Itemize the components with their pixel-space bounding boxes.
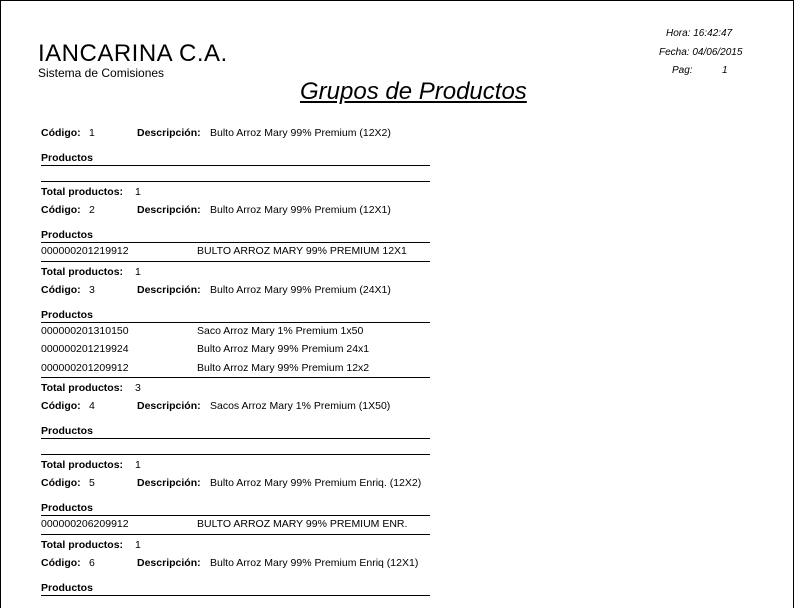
total-value: 1 xyxy=(135,186,141,198)
total-value: 3 xyxy=(135,382,141,394)
code-value: 6 xyxy=(89,556,95,569)
products-footer-rule xyxy=(41,454,430,455)
total-value: 1 xyxy=(135,265,141,278)
product-row xyxy=(41,245,430,259)
code-label: Código: xyxy=(41,283,81,296)
product-row xyxy=(41,518,430,532)
description-label: Descripción: xyxy=(137,477,201,489)
products-footer-rule xyxy=(41,377,430,378)
total-value: 1 xyxy=(135,538,141,551)
product-row xyxy=(41,362,430,376)
code-value: 5 xyxy=(89,477,95,489)
product-description: Saco Arroz Mary 1% Premium 1x50 xyxy=(197,324,364,337)
code-label: Código: xyxy=(41,204,81,216)
products-header: Productos xyxy=(41,502,430,516)
total-value: 1 xyxy=(135,459,141,471)
time-label: Hora: xyxy=(666,28,691,39)
group-header xyxy=(0,557,440,571)
description-value: Sacos Arroz Mary 1% Premium (1X50) xyxy=(210,400,391,412)
product-description: Bulto Arroz Mary 99% Premium 24x1 xyxy=(197,343,370,355)
time-value: 16:42:47 xyxy=(693,28,733,39)
group-header xyxy=(0,127,440,141)
products-footer-rule xyxy=(41,181,430,182)
description-label: Descripción: xyxy=(137,127,201,139)
total-products xyxy=(41,186,141,198)
group-header xyxy=(0,204,440,218)
product-code: 000000201219924 xyxy=(41,343,129,355)
group-header xyxy=(0,400,440,414)
date-field xyxy=(659,47,742,58)
report-title: Grupos de Productos xyxy=(300,78,527,105)
product-description: BULTO ARROZ MARY 99% PREMIUM 12X1 xyxy=(197,245,407,257)
code-value: 3 xyxy=(89,283,95,296)
products-header: Productos xyxy=(41,582,430,596)
time-field xyxy=(666,28,732,39)
total-products xyxy=(41,382,141,394)
code-label: Código: xyxy=(41,477,81,489)
description-label: Descripción: xyxy=(137,204,201,216)
total-products xyxy=(41,459,141,471)
products-header: Productos xyxy=(41,152,430,166)
code-label: Código: xyxy=(41,400,81,412)
product-code: 000000206209912 xyxy=(41,518,129,530)
products-footer-rule xyxy=(41,261,430,262)
company-name: IANCARINA C.A. xyxy=(38,40,228,67)
total-label: Total productos: xyxy=(41,538,124,551)
total-label: Total productos: xyxy=(41,459,124,471)
product-description: BULTO ARROZ MARY 99% PREMIUM ENR. xyxy=(197,518,408,530)
total-products xyxy=(41,265,141,278)
group-header xyxy=(0,284,440,298)
description-value: Bulto Arroz Mary 99% Premium (12X2) xyxy=(210,127,391,139)
system-name: Sistema de Comisiones xyxy=(38,66,165,80)
page-field xyxy=(672,65,728,76)
products-header: Productos xyxy=(41,229,430,243)
products-header: Productos xyxy=(41,309,430,323)
description-label: Descripción: xyxy=(137,556,201,569)
total-label: Total productos: xyxy=(41,186,124,198)
code-value: 1 xyxy=(89,127,95,139)
product-code: 000000201209912 xyxy=(41,361,129,374)
date-value: 04/06/2015 xyxy=(692,47,743,58)
products-header: Productos xyxy=(41,425,430,439)
group-header xyxy=(0,477,440,491)
products-footer-rule xyxy=(41,534,430,535)
code-value: 2 xyxy=(89,204,95,216)
description-value: Bulto Arroz Mary 99% Premium (12X1) xyxy=(210,204,391,216)
product-code: 000000201310150 xyxy=(41,324,129,337)
product-row xyxy=(41,325,430,339)
total-products xyxy=(41,538,141,551)
date-label: Fecha: xyxy=(659,47,690,58)
description-value: Bulto Arroz Mary 99% Premium (24X1) xyxy=(210,283,391,296)
code-label: Código: xyxy=(41,127,81,139)
product-row xyxy=(41,343,430,357)
total-label: Total productos: xyxy=(41,382,124,394)
code-label: Código: xyxy=(41,556,81,569)
description-value: Bulto Arroz Mary 99% Premium Enriq (12X1) xyxy=(210,556,419,569)
product-code: 000000201219912 xyxy=(41,245,129,257)
product-description: Bulto Arroz Mary 99% Premium 12x2 xyxy=(197,361,370,374)
code-value: 4 xyxy=(89,400,95,412)
page-label: Pag: xyxy=(672,65,693,76)
description-value: Bulto Arroz Mary 99% Premium Enriq. (12X2) xyxy=(210,477,422,489)
page-value: 1 xyxy=(722,65,728,76)
description-label: Descripción: xyxy=(137,283,201,296)
description-label: Descripción: xyxy=(137,400,201,412)
total-label: Total productos: xyxy=(41,265,124,278)
